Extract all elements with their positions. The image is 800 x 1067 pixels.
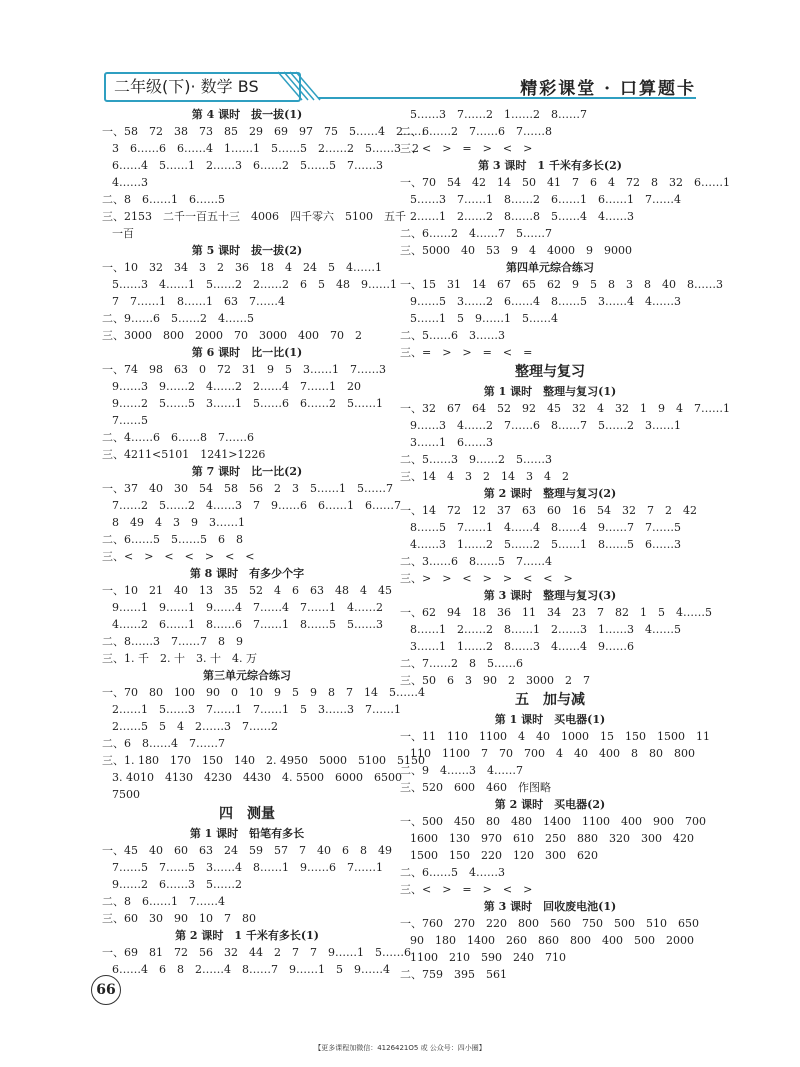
answer-line: 二、3……6 8……5 7……4 [400,555,552,568]
section-heading: 第 4 课时 拔一拔(1) [191,108,303,121]
answer-line: 三、1. 千 2. 十 3. 十 4. 万 [102,652,257,665]
answer-line: 二、8 6……1 6……5 [102,193,225,206]
answer-line: 二、7……2 8 5……6 [400,657,523,670]
answer-line: 4……2 6……1 8……6 7……1 8……5 5……3 [112,618,383,631]
answer-line: 二、8……3 7……7 8 9 [102,635,243,648]
series-title: 精彩课堂 · 口算题卡 [520,79,696,99]
answer-line: 9……1 9……1 9……4 7……4 7……1 4……2 [112,601,383,614]
footer-note: 【更多课程加微信：4126421O5 或 公众号：四小圈】 [314,1044,486,1052]
section-heading: 第 1 课时 铅笔有多长 [189,827,305,840]
answer-line: 一、74 98 63 0 72 31 9 5 3……1 7……3 [102,363,386,376]
answer-line: 二、6 8……4 7……7 [102,737,225,750]
answer-line: 二、8 6……1 7……4 [102,895,225,908]
section-heading: 第 7 课时 比一比(2) [191,465,303,478]
answer-line: 二、5……3 9……2 5……3 [400,453,552,466]
answer-line: 9……5 3……2 6……4 8……5 3……4 4……3 [410,295,681,308]
answer-line: 一、37 40 30 54 58 56 2 3 5……1 5……7 [102,482,393,495]
answer-line: 7……5 7……5 3……4 8……1 9……6 7……1 [112,861,383,874]
answer-line: 110 1100 7 70 700 4 40 400 8 80 800 [410,747,695,760]
section-heading: 整理与复习 [515,364,585,380]
answer-line: 5……3 4……1 5……2 2……2 6 5 48 9……1 [112,278,397,291]
answer-line: 1100 210 590 240 710 [410,951,566,964]
answer-line: 二、759 395 561 [400,968,507,981]
answer-line: 6……4 5……1 2……3 6……2 5……5 7……3 [112,159,383,172]
answer-line: 3. 4010 4130 4230 4430 4. 5500 6000 6500 [112,771,402,784]
answer-line: 3 6……6 6……4 1……1 5……5 2……2 5……3 2 [112,142,419,155]
answer-line: 1600 130 970 610 250 880 320 300 420 [410,832,694,845]
answer-line: 1500 150 220 120 300 620 [410,849,598,862]
answer-line: 一、15 31 14 67 65 62 9 5 8 3 8 40 8……3 [400,278,723,291]
section-heading: 五 加与减 [515,692,585,708]
answer-line: 5……1 5 9……1 5……4 [410,312,558,325]
page-number: 66 [91,975,121,1005]
answer-column-left [102,106,425,978]
answer-line: 三、14 4 3 2 14 3 4 2 [400,470,569,483]
section-heading: 四 测量 [219,806,275,822]
answer-line: 一、70 54 42 14 50 41 7 6 4 72 8 32 6……1 [400,176,730,189]
answer-line: 5……3 7……2 1……2 8……7 [410,108,587,121]
answer-line: 三、< > = > < > [400,142,533,155]
answer-line: 7 7……1 8……1 63 7……4 [112,295,285,308]
answer-line: 8 49 4 3 9 3……1 [112,516,245,529]
answer-line: 二、9 4……3 4……7 [400,764,523,777]
answer-line: 二、6……5 5……5 6 8 [102,533,243,546]
answer-line: 2……5 5 4 2……3 7……2 [112,720,278,733]
answer-line: 7500 [112,788,140,801]
answer-line: 三、60 30 90 10 7 80 [102,912,256,925]
answer-line: 5……3 7……1 8……2 6……1 6……1 7……4 [410,193,681,206]
section-heading: 第 3 课时 整理与复习(3) [483,589,617,602]
answer-line: 三、= > > = < = [400,346,533,359]
answer-line: 7……5 [112,414,148,427]
book-title: 二年级(下)· 数学 BS [104,72,301,102]
answer-column-right [400,106,730,983]
section-heading: 第 3 课时 回收废电池(1) [483,900,617,913]
answer-line: 3……1 6……3 [410,436,493,449]
answer-line: 3……1 1……2 8……3 4……4 9……6 [410,640,634,653]
answer-line: 9……3 4……2 7……6 8……7 5……2 3……1 [410,419,681,432]
answer-line: 一、10 21 40 13 35 52 4 6 63 48 4 45 [102,584,392,597]
answer-line: 二、6……5 4……3 [400,866,505,879]
answer-line: 7……2 5……2 4……3 7 9……6 6……1 6……7 [112,499,401,512]
answer-line: 二、4……6 6……8 7……6 [102,431,254,444]
answer-line: 三、< > < < > < < [102,550,255,563]
section-heading: 第 6 课时 比一比(1) [191,346,303,359]
section-heading: 第 8 课时 有多少个字 [189,567,305,580]
section-heading: 第 5 课时 拔一拔(2) [191,244,303,257]
answer-line: 90 180 1400 260 860 800 400 500 2000 [410,934,694,947]
answer-line: 二、6……2 4……7 5……7 [400,227,552,240]
answer-line: 8……1 2……2 8……1 2……3 1……3 4……5 [410,623,681,636]
answer-line: 9……2 5……5 3……1 5……6 6……2 5……1 [112,397,383,410]
answer-line: 三、50 6 3 90 2 3000 2 7 [400,674,590,687]
section-heading: 第三单元综合练习 [203,669,291,682]
answer-line: 4……3 1……2 5……2 5……1 8……5 6……3 [410,538,681,551]
answer-line: 一、58 72 38 73 85 29 69 97 75 5……4 2…… [102,125,425,138]
answer-line: 三、2153 二千一百五十三 4006 四千零六 5100 五千 [102,210,406,223]
answer-line: 6……4 6 8 2……4 8……7 9……1 5 9……4 [112,963,390,976]
answer-line: 一、11 110 1100 4 40 1000 15 150 1500 11 [400,730,710,743]
section-heading: 第四单元综合练习 [506,261,594,274]
answer-line: 三、520 600 460 作图略 [400,781,551,794]
answer-line: 一、500 450 80 480 1400 1100 400 900 700 [400,815,706,828]
answer-line: 一、10 32 34 3 2 36 18 4 24 5 4……1 [102,261,382,274]
answer-line: 一、14 72 12 37 63 60 16 54 32 7 2 42 [400,504,697,517]
answer-line: 9……3 9……2 4……2 2……4 7……1 20 [112,380,361,393]
answer-line: 二、6……2 7……6 7……8 [400,125,552,138]
answer-line: 一、69 81 72 56 32 44 2 7 7 9……1 5……6 [102,946,411,959]
answer-line: 一、45 40 60 63 24 59 57 7 40 6 8 49 [102,844,392,857]
answer-line: 二、9……6 5……2 4……5 [102,312,254,325]
header-stripes-decoration [276,70,324,102]
answer-line: 三、4211<5101 1241>1226 [102,448,266,461]
section-heading: 第 1 课时 整理与复习(1) [483,385,617,398]
answer-line: 三、3000 800 2000 70 3000 400 70 2 [102,329,362,342]
answer-line: 一、70 80 100 90 0 10 9 5 9 8 7 14 5……4 [102,686,425,699]
answer-line: 二、5……6 3……3 [400,329,505,342]
answer-line: 2……1 2……2 8……8 5……4 4……3 [410,210,634,223]
answer-line: 三、< > = > < > [400,883,533,896]
section-heading: 第 1 课时 买电器(1) [494,713,606,726]
answer-line: 三、1. 180 170 150 140 2. 4950 5000 5100 5150 [102,754,425,767]
answer-line: 4……3 [112,176,148,189]
answer-line: 8……5 7……1 4……4 8……4 9……7 7……5 [410,521,681,534]
answer-line: 一、32 67 64 52 92 45 32 4 32 1 9 4 7……1 [400,402,730,415]
answer-line: 一、62 94 18 36 11 34 23 7 82 1 5 4……5 [400,606,712,619]
answer-line: 2……1 5……3 7……1 7……1 5 3……3 7……1 [112,703,401,716]
answer-line: 9……2 6……3 5……2 [112,878,242,891]
answer-line: 一百 [112,227,134,240]
section-heading: 第 2 课时 买电器(2) [494,798,606,811]
section-heading: 第 3 课时 1 千米有多长(2) [478,159,622,172]
answer-line: 一、760 270 220 800 560 750 500 510 650 [400,917,699,930]
answer-line: 三、5000 40 53 9 4 4000 9 9000 [400,244,632,257]
answer-line: 三、> > < > > < < > [400,572,573,585]
section-heading: 第 2 课时 1 千米有多长(1) [175,929,319,942]
section-heading: 第 2 课时 整理与复习(2) [483,487,617,500]
